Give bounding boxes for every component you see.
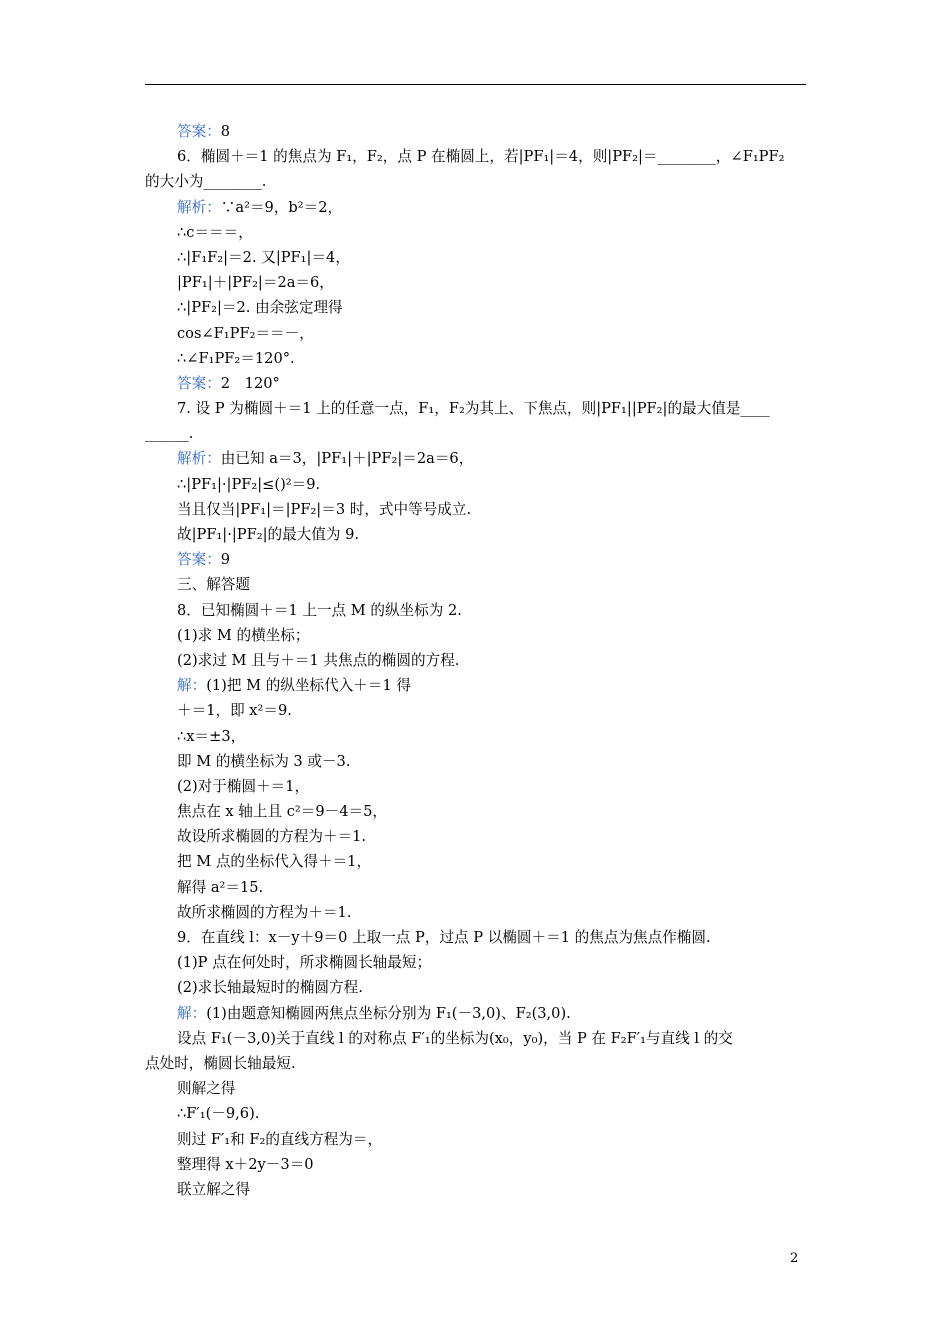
line-text: 设点 F₁(－3,0)关于直线 l 的对称点 F′₁的坐标为(x₀，y₀)，当 P 在 F₂F′₁与直线 l 的交 xyxy=(177,1029,733,1047)
answer-label: 解： xyxy=(177,677,207,695)
text-line xyxy=(145,925,806,950)
text-line xyxy=(145,321,806,346)
text-line xyxy=(145,975,806,1000)
text-line xyxy=(145,598,806,623)
answer-label: 解析： xyxy=(177,198,221,216)
text-line xyxy=(145,1177,806,1202)
line-text: ∴x＝±3， xyxy=(177,727,246,745)
text-line xyxy=(145,1026,806,1051)
text-line xyxy=(145,623,806,648)
line-text: 三、解答题 xyxy=(177,576,250,594)
text-line xyxy=(145,1152,806,1177)
line-text: (2)对于椭圆＋＝1， xyxy=(177,777,310,795)
line-text: 9 xyxy=(220,551,231,569)
line-text: 故所求椭圆的方程为＋＝1. xyxy=(177,903,352,921)
line-text: ∴|F₁F₂|＝2. 又|PF₁|＝4， xyxy=(177,248,350,266)
text-line xyxy=(145,1001,806,1026)
line-text: 整理得 x＋2y－3＝0 xyxy=(177,1155,314,1173)
line-text: 故设所求椭圆的方程为＋＝1. xyxy=(177,828,367,846)
header-rule xyxy=(145,84,806,85)
text-line xyxy=(145,295,806,320)
line-text: 则解之得 xyxy=(177,1080,236,1098)
text-line xyxy=(145,144,806,169)
line-text: 由已知 a＝3，|PF₁|＋|PF₂|＝2a＝6， xyxy=(220,450,474,468)
answer-label: 解： xyxy=(177,1004,207,1022)
line-text: (1)由题意知椭圆两焦点坐标分别为 F₁(－3,0)、F₂(3,0). xyxy=(206,1004,571,1022)
text-line xyxy=(145,900,806,925)
line-text: (2)求过 M 且与＋＝1 共焦点的椭圆的方程. xyxy=(177,651,460,669)
text-line xyxy=(145,1127,806,1152)
text-line xyxy=(145,799,806,824)
line-text: ∴c＝＝＝， xyxy=(177,223,253,241)
line-text: (1)P 点在何处时，所求椭圆长轴最短； xyxy=(177,954,432,972)
text-line xyxy=(145,875,806,900)
line-text: ∴|PF₁|·|PF₂|≤()²＝9. xyxy=(177,475,321,493)
text-line xyxy=(145,195,806,220)
line-text: ＋＝1，即 x²＝9. xyxy=(177,702,292,720)
line-text: |PF₁|＋|PF₂|＝2a＝6， xyxy=(177,274,334,292)
text-line xyxy=(145,547,806,572)
line-text: 则过 F′₁和 F₂的直线方程为＝， xyxy=(177,1130,383,1148)
line-text: 解得 a²＝15. xyxy=(177,878,264,896)
text-line xyxy=(145,119,806,144)
line-text: 8．已知椭圆＋＝1 上一点 M 的纵坐标为 2. xyxy=(177,601,462,619)
text-line xyxy=(145,396,806,421)
line-text: ∵a²＝9，b²＝2， xyxy=(220,198,343,216)
text-line xyxy=(145,220,806,245)
line-text: 7. 设 P 为椭圆＋＝1 上的任意一点，F₁，F₂为其上、下焦点，则|PF₁||PF₂|的最大值是____ xyxy=(177,400,770,418)
line-text: ______. xyxy=(145,425,194,443)
answer-label: 答案： xyxy=(177,123,221,140)
text-line xyxy=(145,270,806,295)
text-line xyxy=(145,497,806,522)
text-line xyxy=(145,572,806,597)
line-text: ∴F′₁(－9,6). xyxy=(177,1105,260,1123)
text-line xyxy=(145,472,806,497)
answer-label: 答案： xyxy=(177,374,221,392)
line-text: 2 120° xyxy=(220,374,280,392)
text-line xyxy=(145,421,806,446)
answer-label: 解析： xyxy=(177,450,221,468)
page-number: 2 xyxy=(790,1251,799,1266)
line-text: 联立解之得 xyxy=(177,1180,250,1198)
line-text: 点处时，椭圆长轴最短. xyxy=(145,1054,296,1072)
line-text: 把 M 点的坐标代入得＋＝1， xyxy=(177,853,372,871)
text-line xyxy=(145,698,806,723)
text-line xyxy=(145,648,806,673)
text-line xyxy=(145,446,806,471)
line-text: 6．椭圆＋＝1 的焦点为 F₁，F₂，点 P 在椭圆上，若|PF₁|＝4，则|PF₂|＝________，∠F₁PF₂ xyxy=(177,148,785,166)
text-line xyxy=(145,245,806,270)
document-body xyxy=(145,119,806,1202)
text-line xyxy=(145,849,806,874)
line-text: 故|PF₁|·|PF₂|的最大值为 9. xyxy=(177,526,360,543)
line-text: 即 M 的横坐标为 3 或－3. xyxy=(177,752,351,770)
text-line xyxy=(145,724,806,749)
line-text: cos∠F₁PF₂＝＝－， xyxy=(177,324,314,342)
text-line xyxy=(145,1101,806,1126)
text-line xyxy=(145,346,806,371)
text-line xyxy=(145,371,806,396)
text-line xyxy=(145,1051,806,1076)
text-line xyxy=(145,673,806,698)
text-line xyxy=(145,1076,806,1101)
line-text: 8 xyxy=(220,123,231,140)
line-text: ∴|PF₂|＝2. 由余弦定理得 xyxy=(177,299,343,317)
text-line xyxy=(145,749,806,774)
text-line xyxy=(145,950,806,975)
line-text: (1)求 M 的横坐标； xyxy=(177,626,310,644)
text-line xyxy=(145,774,806,799)
answer-label: 答案： xyxy=(177,551,221,569)
line-text: (2)求长轴最短时的椭圆方程. xyxy=(177,979,363,997)
text-line xyxy=(145,169,806,194)
line-text: ∴∠F₁PF₂＝120°. xyxy=(177,349,295,367)
line-text: 9．在直线 l：x－y＋9＝0 上取一点 P，过点 P 以椭圆＋＝1 的焦点为焦点作椭圆. xyxy=(177,929,711,946)
text-line xyxy=(145,824,806,849)
text-line xyxy=(145,522,806,547)
line-text: 焦点在 x 轴上且 c²＝9－4＝5， xyxy=(177,803,387,821)
line-text: 的大小为________. xyxy=(145,173,267,191)
line-text: (1)把 M 的纵坐标代入＋＝1 得 xyxy=(206,677,411,695)
line-text: 当且仅当|PF₁|＝|PF₂|＝3 时，式中等号成立. xyxy=(177,500,472,518)
